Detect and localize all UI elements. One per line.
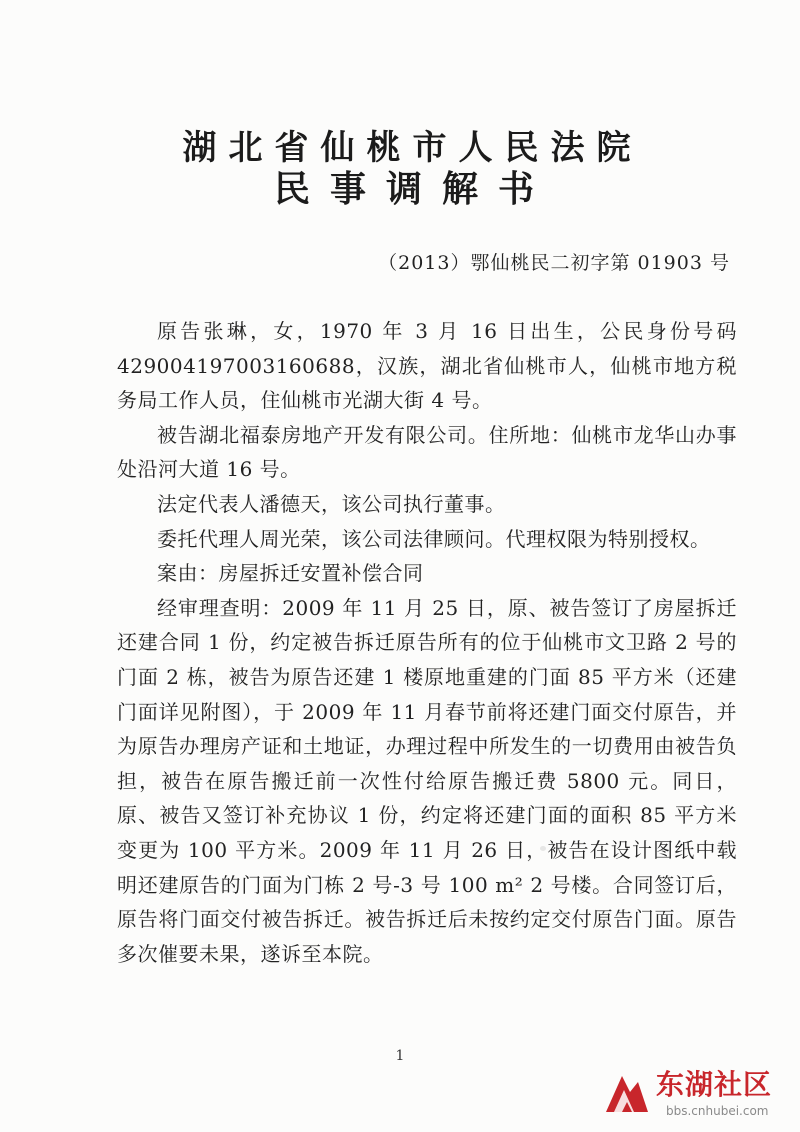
site-watermark [600, 1066, 790, 1126]
case-number: （2013）鄂仙桃民二初字第 01903 号 [378, 252, 730, 274]
paragraph-facts: 经审理查明：2009 年 11 月 25 日，原、被告签订了房屋拆迁还建合同 1 份，约定被告拆迁原告所有的位于仙桃市文卫路 2 号的门面 2 栋，被告为原告还建 1 楼原地重建的门面 85 平方米（还建门面详见附图），于 2009 年 11 月春节前将还建门面交付原告，并为原告办理房产证和土地证，办理过程中所发生的一切费用由被告负担，被告在原告搬迁前一次性付给原告搬迁费 5800 元。同日，原、被告又签订补充协议 1 份，约定将还建门面的面积 85 平方米变更为 100 平方米。2009 年 11 月 26 日，被告在设计图纸中载明还建原告的门面为门栋 2 号-3 号 100 m² 2 号楼。合同签订后，原告将门面交付被告拆迁。被告拆迁后未按约定交付原告门面。原告多次催要未果，遂诉至本院。 [117, 595, 737, 966]
paragraph-agent: 委托代理人周光荣，该公司法律顾问。代理权限为特别授权。 [157, 526, 711, 551]
page-number: 1 [395, 1048, 405, 1064]
paragraph-cause-of-action: 案由：房屋拆迁安置补偿合同 [157, 561, 424, 586]
paragraph-defendant: 被告湖北福泰房地产开发有限公司。住所地：仙桃市龙华山办事处沿河大道 16 号。 [117, 422, 737, 482]
watermark-site-url: bbs.cnhubei.com [666, 1104, 769, 1118]
paragraph-legal-representative: 法定代表人潘德天，该公司执行董事。 [157, 491, 506, 516]
watermark-site-name: 东湖社区 [656, 1068, 773, 1101]
document-type-title: 民事调解书 [273, 168, 554, 210]
paragraph-plaintiff: 原告张琳，女，1970 年 3 月 16 日出生，公民身份号码 429004197003160688，汉族，湖北省仙桃市人，仙桃市地方税务局工作人员，住仙桃市光湖大街 4 号。 [117, 319, 737, 413]
court-name-title: 湖北省仙桃市人民法院 [182, 128, 643, 168]
document-body [117, 314, 737, 971]
cnhubei-logo-icon [600, 1068, 654, 1122]
